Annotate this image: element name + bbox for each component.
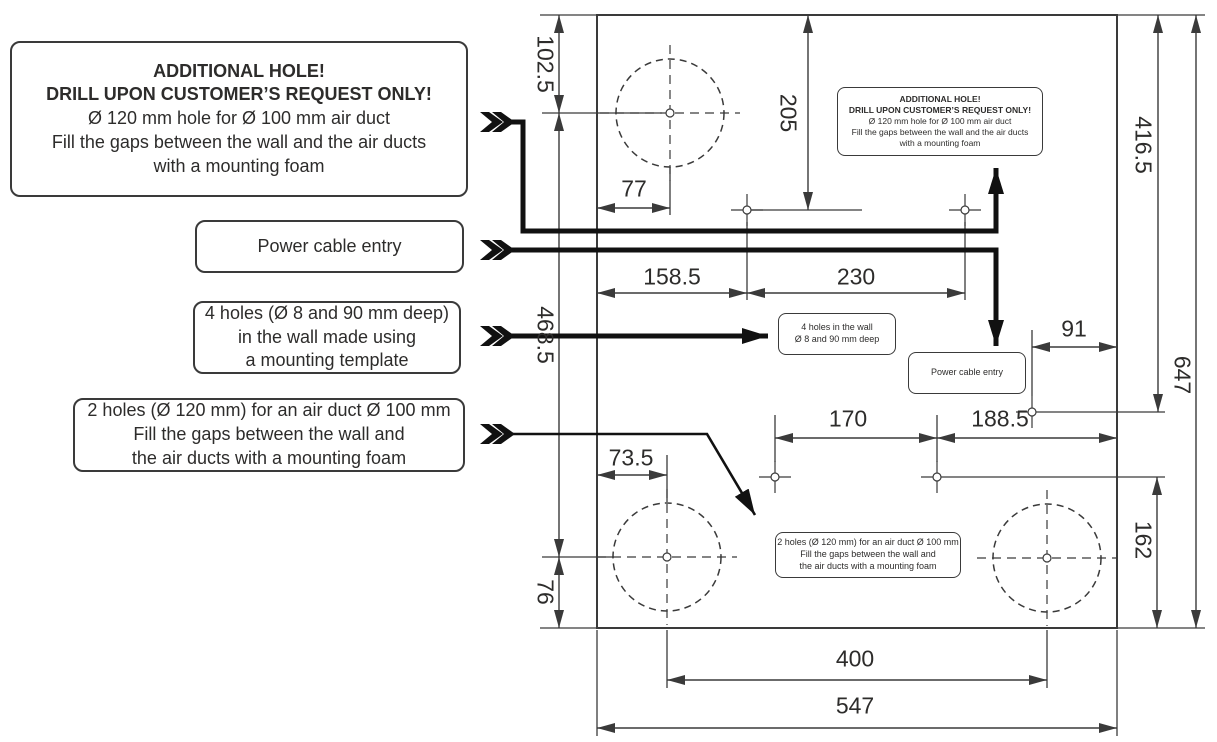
plate-label-four-holes xyxy=(778,313,896,355)
dim-547: 547 xyxy=(835,692,875,719)
chevron-arrow-icon xyxy=(480,326,515,346)
dim-76: 76 xyxy=(532,579,559,605)
dim-73-5: 73.5 xyxy=(608,444,654,471)
plate-label-text: Ø 120 mm hole for Ø 100 mm air duct xyxy=(868,115,1012,126)
dim-91: 91 xyxy=(1061,315,1087,342)
leader-power-cable xyxy=(506,250,996,346)
callout-text: 4 holes (Ø 8 and 90 mm deep) xyxy=(204,302,450,323)
plate-label-text: Fill the gaps between the wall and the air ducts xyxy=(851,127,1029,138)
plate-label-text: Power cable entry xyxy=(930,367,1004,378)
chevron-arrow-icon xyxy=(480,240,515,260)
callout-text: in the wall made using xyxy=(237,326,417,347)
callout-text: Fill the gaps between the wall and the air ducts xyxy=(51,131,427,152)
dim-647: 647 xyxy=(1169,355,1196,395)
dim-77: 77 xyxy=(621,175,647,202)
callout-additional-hole xyxy=(10,41,468,197)
plate-label-power-cable-entry xyxy=(908,352,1026,394)
callout-two-holes xyxy=(73,398,465,472)
dim-102-5: 102.5 xyxy=(532,35,559,93)
callout-text: with a mounting foam xyxy=(153,155,325,176)
dim-468-5: 468.5 xyxy=(532,306,559,364)
callout-power-cable-entry xyxy=(195,220,464,273)
dim-170: 170 xyxy=(828,405,868,432)
dim-416-5: 416.5 xyxy=(1130,116,1157,174)
callout-chevron-icons xyxy=(480,112,515,444)
plate-label-text: the air ducts with a mounting foam xyxy=(799,560,937,571)
callout-four-holes xyxy=(193,301,461,374)
plate-label-text: 4 holes in the wall xyxy=(801,322,873,333)
dim-400: 400 xyxy=(835,645,875,672)
dim-162: 162 xyxy=(1130,520,1157,560)
plate-label-text: 2 holes (Ø 120 mm) for an air duct Ø 100 mm xyxy=(777,537,959,548)
dim-158-5: 158.5 xyxy=(643,263,701,290)
chevron-arrow-icon xyxy=(480,112,515,132)
dim-188-5: 188.5 xyxy=(971,405,1029,432)
plate-label-text: Ø 8 and 90 mm deep xyxy=(794,334,880,344)
callout-text: Ø 120 mm hole for Ø 100 mm air duct xyxy=(87,108,391,129)
plate-label-text: with a mounting foam xyxy=(899,138,981,149)
dim-230: 230 xyxy=(836,263,876,290)
callout-leaders xyxy=(506,122,996,515)
chevron-arrow-icon xyxy=(480,424,515,444)
duct-hole-bottom-right xyxy=(977,490,1117,626)
plate-label-additional-hole xyxy=(837,87,1043,156)
callout-text: Power cable entry xyxy=(257,235,402,256)
callout-text: ADDITIONAL HOLE! xyxy=(153,60,325,81)
plate-label-text: ADDITIONAL HOLE! xyxy=(899,93,981,104)
dim-205: 205 xyxy=(775,93,802,133)
callout-text: 2 holes (Ø 120 mm) for an air duct Ø 100 mm xyxy=(87,400,451,421)
plate-label-text: Fill the gaps between the wall and xyxy=(800,549,936,560)
callout-text: DRILL UPON CUSTOMER’S REQUEST ONLY! xyxy=(46,84,432,105)
plate-label-text: DRILL UPON CUSTOMER’S REQUEST ONLY! xyxy=(848,104,1032,115)
callout-text: Fill the gaps between the wall and xyxy=(133,424,405,445)
callout-text: the air ducts with a mounting foam xyxy=(131,447,407,468)
plate-label-two-holes xyxy=(775,532,961,578)
callout-text: a mounting template xyxy=(245,350,409,371)
duct-hole-bottom-left xyxy=(597,489,737,625)
